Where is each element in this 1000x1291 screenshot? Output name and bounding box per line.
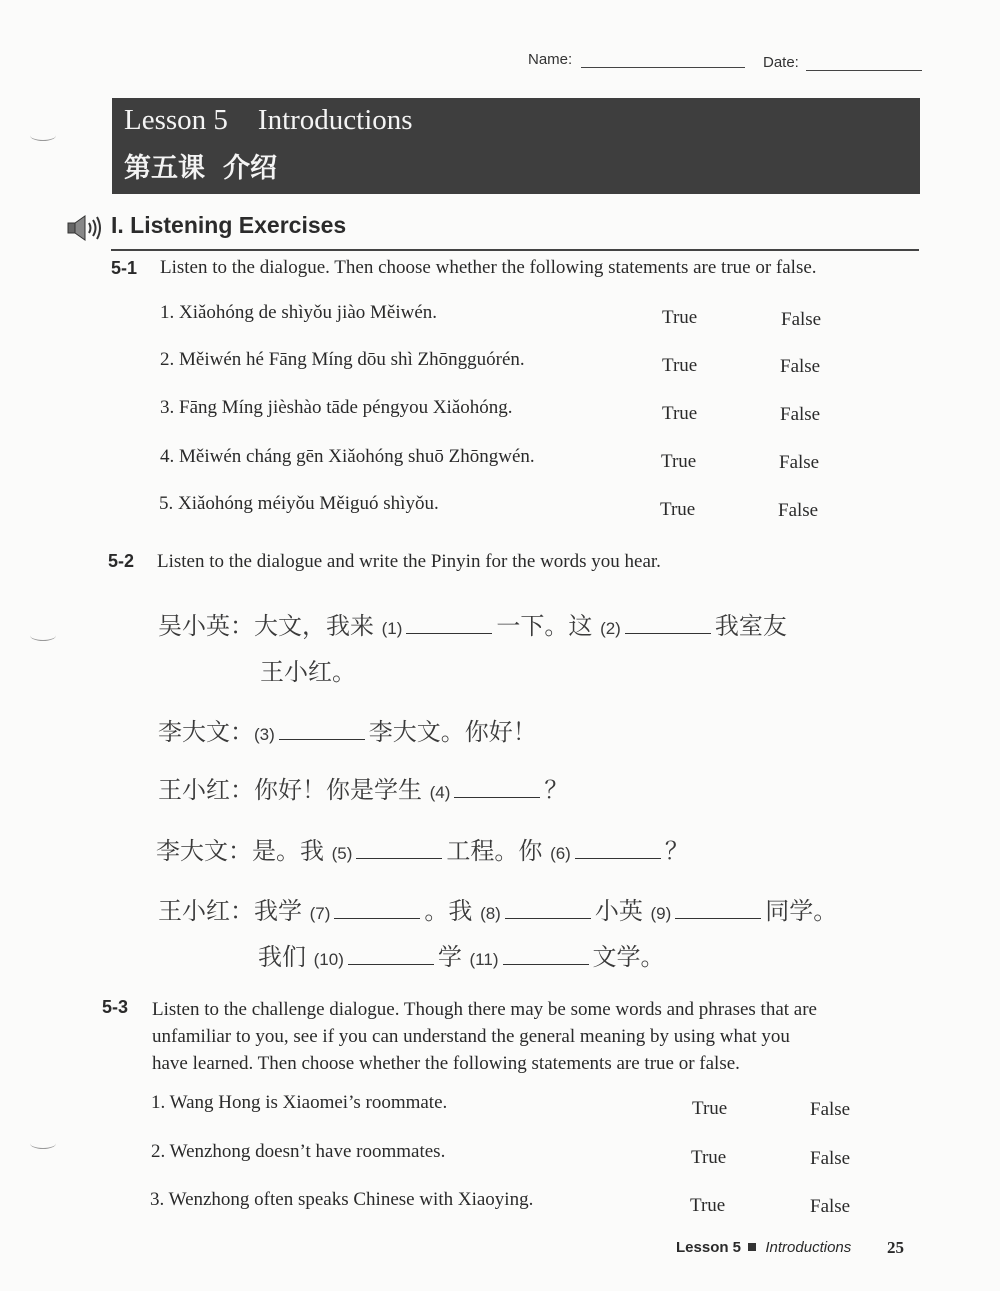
- blank-number: (2): [600, 619, 621, 638]
- blank-number: (6): [550, 844, 571, 863]
- answer-blank[interactable]: [334, 917, 420, 919]
- blank-number: (11): [469, 950, 499, 969]
- answer-blank[interactable]: [454, 796, 540, 798]
- blank-number: (10): [313, 950, 344, 969]
- page-footer: [676, 1239, 851, 1256]
- dialogue-line: [158, 712, 537, 747]
- answer-blank[interactable]: [503, 963, 589, 965]
- dialogue-text: 我室友: [714, 612, 787, 640]
- false-option[interactable]: False: [810, 1148, 851, 1169]
- date-field[interactable]: [806, 70, 922, 71]
- exercise-number: 5-3: [102, 997, 129, 1017]
- dialogue-text: 你好！你是学生: [254, 776, 422, 804]
- speaker: 李大文：: [158, 718, 254, 746]
- speaker-icon[interactable]: [66, 214, 104, 242]
- lesson-title-zh: 介绍: [223, 153, 277, 184]
- true-option[interactable]: True: [662, 355, 698, 376]
- footer-title: Introductions: [765, 1239, 852, 1256]
- true-option[interactable]: True: [692, 1098, 728, 1119]
- true-option[interactable]: True: [662, 403, 698, 424]
- blank-number: (7): [309, 904, 331, 923]
- answer-blank[interactable]: [675, 917, 761, 919]
- blank-number: (8): [480, 904, 501, 923]
- lesson-number: Lesson 5: [124, 104, 228, 136]
- dialogue-text: 是。我: [252, 837, 324, 865]
- name-label: Name:: [528, 51, 573, 68]
- margin-mark: [30, 1138, 56, 1149]
- speaker: 李大文：: [156, 837, 252, 865]
- dialogue-line-cont: 王小红。: [260, 658, 356, 686]
- false-option[interactable]: False: [780, 356, 821, 377]
- speaker: 王小红：: [158, 776, 254, 804]
- name-field[interactable]: [581, 67, 745, 68]
- answer-blank[interactable]: [505, 917, 591, 919]
- statement: 3. Wenzhong often speaks Chinese with Xiaoying.: [150, 1189, 534, 1210]
- statement: 1. Xiǎohóng de shìyǒu jiào Měiwén.: [160, 302, 438, 323]
- dialogue-text: 小英: [594, 897, 643, 925]
- speaker: 王小红：: [158, 897, 254, 925]
- exercise-number: 5-2: [108, 551, 135, 571]
- answer-blank[interactable]: [279, 738, 365, 740]
- dialogue-text: 我学: [254, 897, 302, 925]
- lesson-number-zh: 第五课: [124, 153, 205, 184]
- instruction-line: unfamiliar to you, see if you can understand the general meaning by using what you: [152, 1026, 790, 1047]
- instruction-line: Listen to the challenge dialogue. Though there may be some words and phrases that are: [152, 999, 817, 1020]
- statement: 5. Xiǎohóng méiyǒu Měiguó shìyǒu.: [159, 493, 439, 514]
- false-option[interactable]: False: [779, 452, 820, 473]
- answer-blank[interactable]: [406, 632, 492, 634]
- dialogue-text: 学: [437, 943, 462, 971]
- section-divider: [111, 249, 919, 251]
- answer-blank[interactable]: [575, 857, 661, 859]
- answer-blank[interactable]: [625, 632, 711, 634]
- page-number: 25: [887, 1238, 904, 1257]
- false-option[interactable]: False: [781, 309, 822, 330]
- dialogue-text: 文学。: [592, 943, 665, 971]
- dialogue-text: 。我: [424, 897, 473, 925]
- true-option[interactable]: True: [690, 1195, 726, 1216]
- speaker: 吴小英：: [158, 612, 254, 640]
- statement: 3. Fāng Míng jièshào tāde péngyou Xiǎohóng.: [160, 397, 513, 418]
- margin-mark: [30, 630, 56, 641]
- banner-english: [124, 104, 413, 137]
- dialogue-line: [158, 770, 568, 805]
- dialogue-text: 同学。: [765, 897, 838, 925]
- dialogue-text: 大文，我来: [254, 612, 374, 640]
- footer-lesson: Lesson 5: [676, 1239, 742, 1256]
- dialogue-text: 我们: [258, 943, 306, 971]
- true-option[interactable]: True: [661, 451, 697, 472]
- blank-number: (5): [331, 844, 353, 863]
- statement: 4. Měiwén cháng gēn Xiǎohóng shuō Zhōngwén.: [160, 446, 535, 467]
- statement: 1. Wang Hong is Xiaomei’s roommate.: [151, 1092, 448, 1113]
- dialogue-text: 工程。你: [446, 837, 543, 865]
- dialogue-line-cont: [258, 937, 665, 972]
- false-option[interactable]: False: [810, 1099, 851, 1120]
- blank-number: (9): [650, 904, 672, 923]
- answer-blank[interactable]: [348, 963, 434, 965]
- exercise-instruction: Listen to the dialogue. Then choose whether the following statements are true or false.: [160, 257, 817, 278]
- answer-blank[interactable]: [356, 857, 442, 859]
- instruction-line: have learned. Then choose whether the following statements are true or false.: [152, 1053, 740, 1074]
- blank-number: (3): [254, 725, 275, 744]
- dialogue-text: ？: [544, 776, 569, 804]
- dialogue-text: ？: [664, 837, 689, 865]
- margin-mark: [30, 130, 56, 141]
- exercise-number: 5-1: [111, 258, 138, 278]
- dialogue-line: [158, 606, 787, 641]
- square-bullet-icon: [748, 1243, 756, 1251]
- false-option[interactable]: False: [810, 1196, 851, 1217]
- false-option[interactable]: False: [778, 500, 819, 521]
- statement: 2. Měiwén hé Fāng Míng dōu shì Zhōngguórén.: [160, 349, 525, 370]
- false-option[interactable]: False: [780, 404, 821, 425]
- banner-chinese: [124, 146, 277, 185]
- exercise-instruction: [152, 996, 817, 1077]
- dialogue-text: 李大文。你好！: [368, 718, 537, 746]
- section-title: I. Listening Exercises: [111, 212, 347, 238]
- date-label: Date:: [763, 54, 799, 71]
- true-option[interactable]: True: [660, 499, 696, 520]
- blank-number: (4): [429, 783, 451, 802]
- lesson-banner: [112, 98, 920, 194]
- lesson-title: Introductions: [257, 104, 413, 136]
- statement: 2. Wenzhong doesn’t have roommates.: [151, 1141, 446, 1162]
- exercise-instruction: Listen to the dialogue and write the Pinyin for the words you hear.: [157, 551, 661, 572]
- dialogue-line: [158, 891, 837, 926]
- true-option[interactable]: True: [691, 1147, 727, 1168]
- true-option[interactable]: True: [662, 307, 698, 328]
- dialogue-text: 一下。这: [496, 612, 593, 640]
- blank-number: (1): [381, 619, 403, 638]
- dialogue-line: [156, 831, 689, 866]
